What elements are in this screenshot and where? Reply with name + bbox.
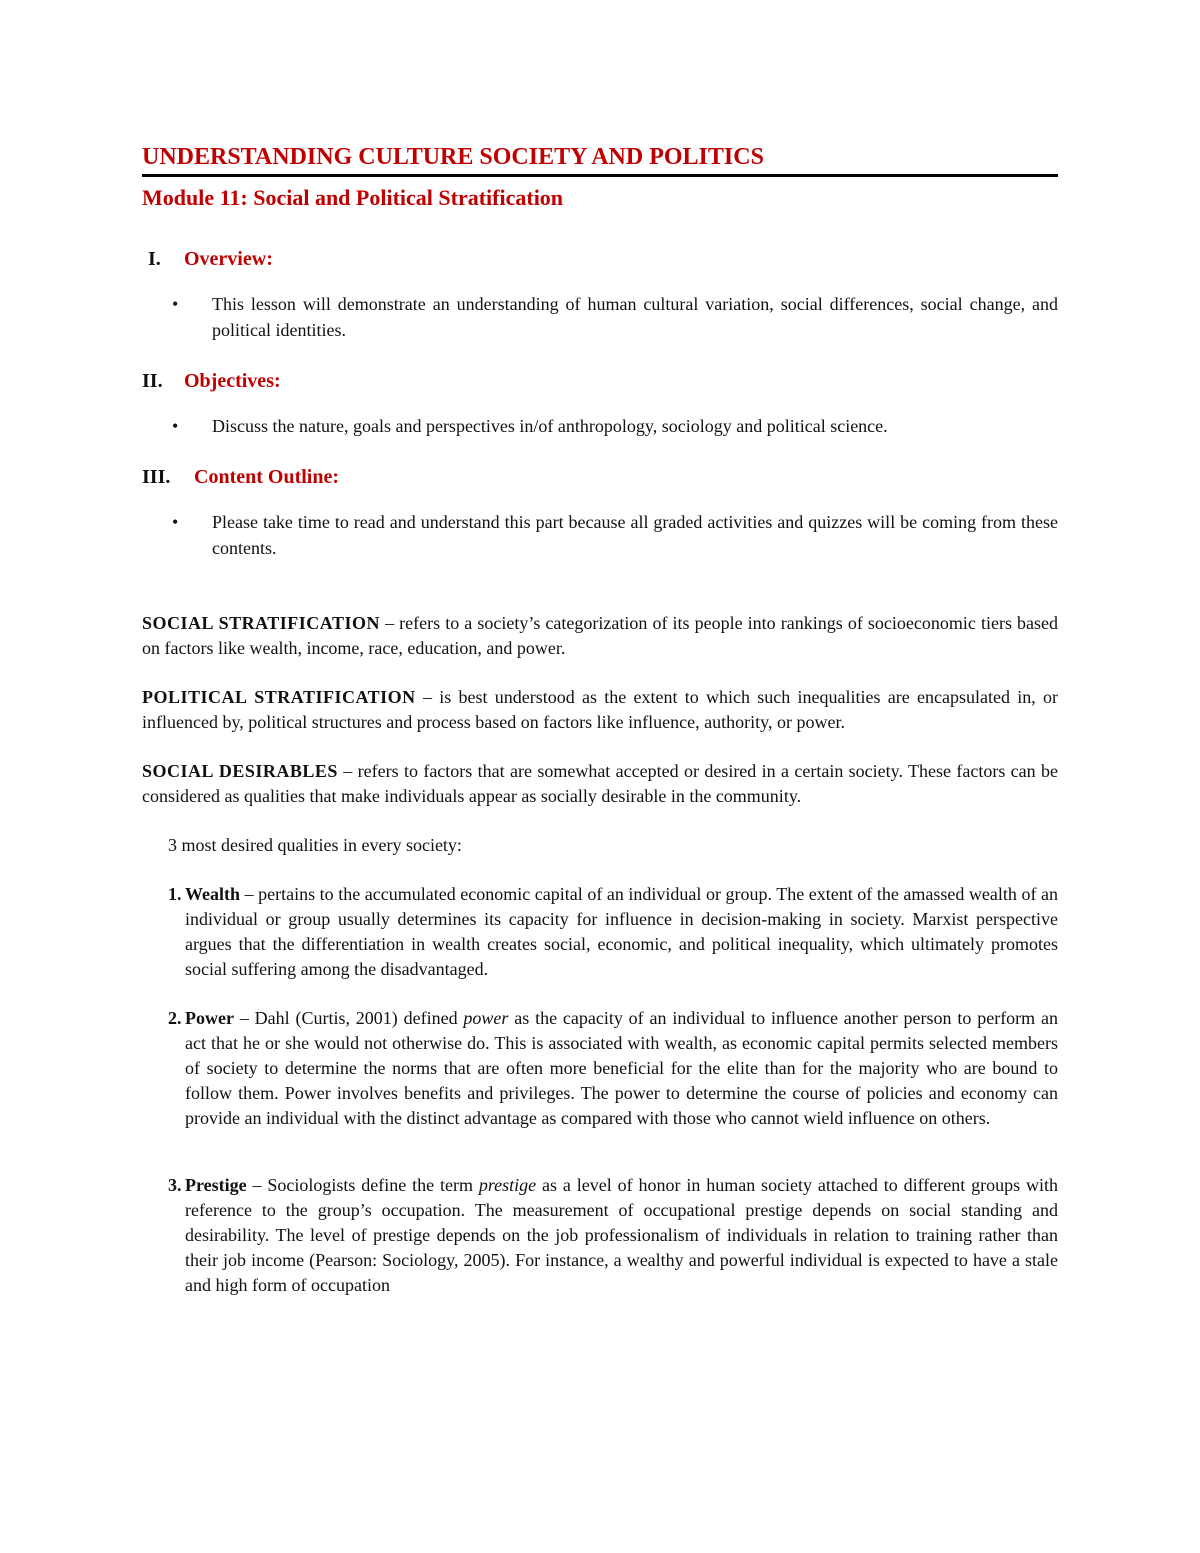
- section-overview: [142, 245, 1058, 343]
- italic-term: prestige: [478, 1175, 537, 1195]
- section-label: Overview:: [184, 248, 273, 270]
- bullet-icon: •: [172, 512, 179, 532]
- module-title: Module 11: Social and Political Stratification: [142, 185, 564, 210]
- bullet-icon: •: [172, 294, 179, 314]
- section-number: III.: [142, 466, 171, 488]
- list-item: • Please take time to read and understand this part because all graded activities and quizzes will be coming from these contents.: [142, 509, 1058, 561]
- quality-number: 3.: [168, 1175, 182, 1195]
- italic-term: power: [463, 1008, 509, 1028]
- document-title: UNDERSTANDING CULTURE SOCIETY AND POLITICS: [142, 140, 1058, 177]
- quality-term: Wealth: [185, 884, 241, 904]
- definition-political-stratification: POLITICAL STRATIFICATION – is best understood as the extent to which such inequalities are encapsulated in, or influenced by, political structures and process based on factors like influence, authority, or power.: [142, 687, 1059, 732]
- quality-wealth: 1. Wealth – pertains to the accumulated economic capital of an individual or group. The extent of the amassed wealth of an individual or group usually determines its capacity for influence in decision-making in society. Marxist perspective argues that the differentiation in wealth creates social, economic, and political inequality, which ultimately promotes social suffering among the disadvantaged.: [168, 884, 1058, 979]
- list-item: • This lesson will demonstrate an understanding of human cultural variation, social differences, social change, and political identities.: [142, 291, 1058, 343]
- section-number: II.: [142, 370, 163, 392]
- quality-term: Power: [185, 1008, 234, 1028]
- definition-term: POLITICAL STRATIFICATION: [142, 687, 416, 707]
- definition-social-desirables: SOCIAL DESIRABLES – refers to factors that are somewhat accepted or desired in a certain society. These factors can be considered as qualities that make individuals appear as socially desirable in the community.: [142, 761, 1059, 806]
- section-content-outline: [142, 463, 1058, 561]
- qualities-intro: 3 most desired qualities in every society:: [168, 835, 462, 855]
- bullet-list: [142, 413, 1058, 439]
- definition-term: SOCIAL DESIRABLES: [142, 761, 338, 781]
- definition-social-stratification: SOCIAL STRATIFICATION – refers to a society’s categorization of its people into rankings of socioeconomic tiers based on factors like wealth, income, race, education, and power.: [142, 613, 1059, 658]
- definition-term: SOCIAL STRATIFICATION: [142, 613, 380, 633]
- bullet-list: [142, 291, 1058, 343]
- quality-number: 1.: [168, 884, 182, 904]
- quality-number: 2.: [168, 1008, 182, 1028]
- section-label: Content Outline:: [194, 466, 339, 488]
- quality-prestige: 3. Prestige – Sociologists define the term prestige as a level of honor in human society attached to different groups with reference to the group’s occupation. The measurement of occupational prestige depends on social standing and desirability. The level of prestige depends on the job professionalism of individuals in relation to training rather than their job income (Pearson: Sociology, 2005). For instance, a wealthy and powerful individual is expected to have a stale and high form of occupation: [168, 1175, 1058, 1295]
- document-page: [142, 140, 1058, 1298]
- section-label: Objectives:: [184, 370, 281, 392]
- section-number: I.: [148, 248, 161, 270]
- quality-power: 2. Power – Dahl (Curtis, 2001) defined power as the capacity of an individual to influence another person to perform an act that he or she would not otherwise do. This is associated with wealth, as economic capital permits selected members of society to determine the norms that are often more beneficial for the elite than for the majority who are bound to follow them. Power involves benefits and privileges. The power to determine the course of policies and economy can provide an individual with the distinct advantage as compared with those who cannot wield influence on others.: [168, 1008, 1058, 1128]
- bullet-icon: •: [172, 416, 179, 436]
- section-objectives: [142, 367, 1058, 439]
- list-item: • Discuss the nature, goals and perspectives in/of anthropology, sociology and political science.: [142, 413, 1058, 439]
- quality-term: Prestige: [185, 1175, 247, 1195]
- bullet-list: [142, 509, 1058, 561]
